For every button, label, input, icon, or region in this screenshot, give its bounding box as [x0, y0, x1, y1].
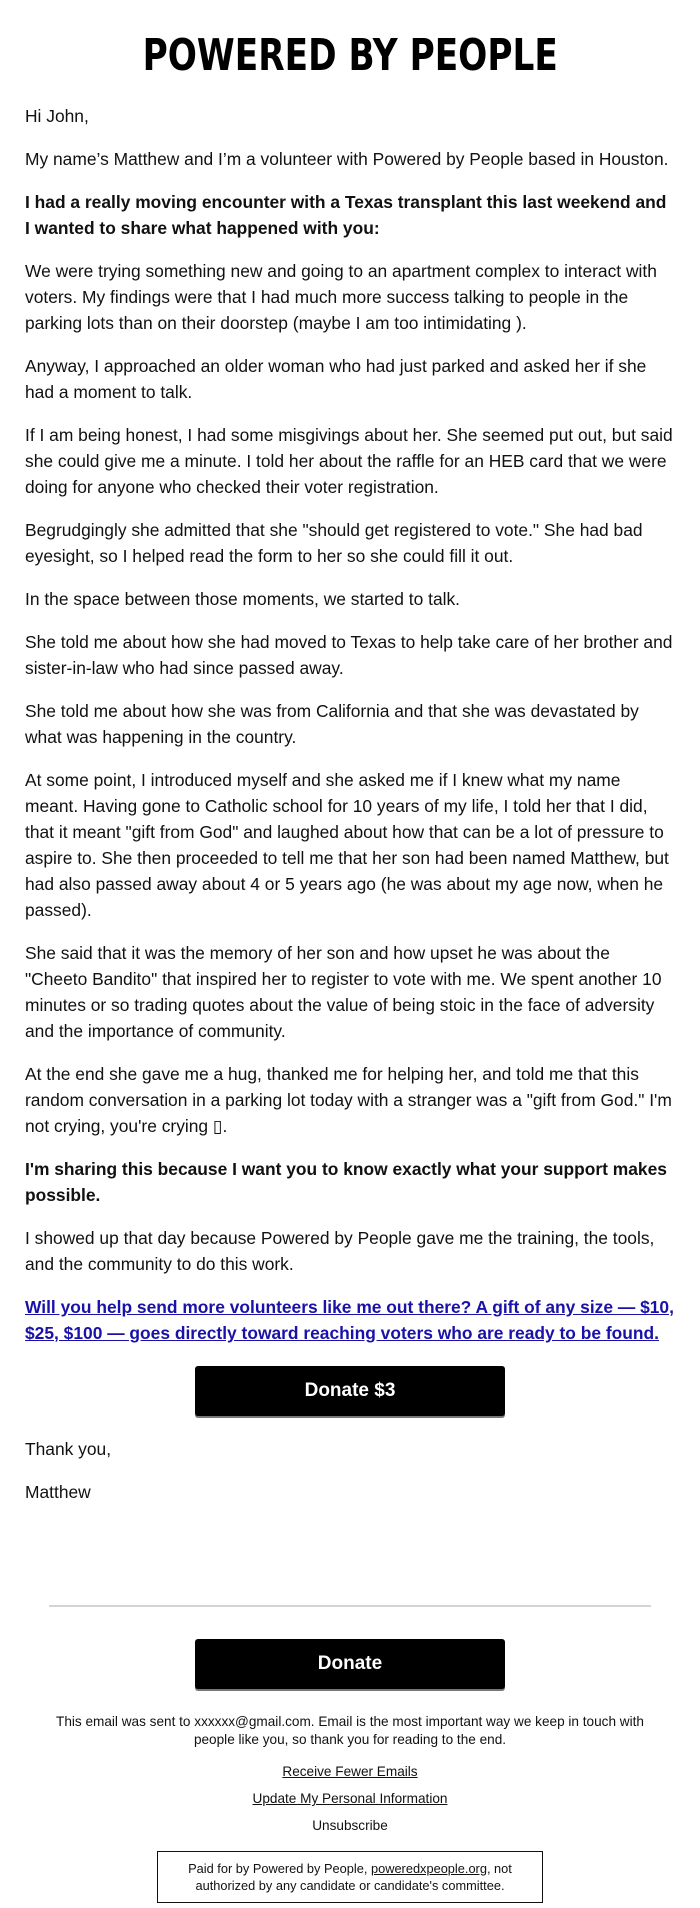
signature: Matthew — [25, 1482, 91, 1502]
story-paragraph: She told me about how she had moved to Texas to help take care of her brother and sister-in-law who had since passed away. — [25, 632, 673, 678]
story-paragraph: If I am being honest, I had some misgivings about her. She seemed put out, but said she could give me a minute. I told her about the raffle for an HEB card that we were doing for anyone who checked their voter registration. — [25, 425, 673, 497]
lead-paragraph: I had a really moving encounter with a Texas transplant this last weekend and I wanted to share what happened with you: — [25, 192, 667, 238]
update-personal-info-link[interactable]: Update My Personal Information — [252, 1791, 448, 1806]
paid-suffix: , not authorized by any candidate or candidate's committee. — [195, 1861, 512, 1893]
story-paragraph: She told me about how she was from California and that she was devastated by what was happening in the country. — [25, 701, 639, 747]
greeting: Hi John, — [25, 106, 89, 126]
logo — [25, 0, 675, 90]
story-paragraph: In the space between those moments, we started to talk. — [25, 589, 461, 609]
unsubscribe-link[interactable]: Unsubscribe — [312, 1818, 388, 1833]
footer — [25, 1605, 675, 1903]
cta-paragraph — [25, 1294, 675, 1346]
story-paragraph: I showed up that day because Powered by People gave me the training, the tools, and the community to do this work. — [25, 1228, 655, 1274]
donate-3-button[interactable]: Donate $3 — [195, 1366, 505, 1416]
story-paragraph: At the end she gave me a hug, thanked me for helping her, and told me that this random conversation in a parking lot today with a stranger was a "gift from God." I'm not crying, you're crying ▯. — [25, 1064, 672, 1136]
story-paragraph: Anyway, I approached an older woman who had just parked and asked her if she had a moment to talk. — [25, 356, 647, 402]
support-paragraph: I'm sharing this because I want you to know exactly what your support makes possible. — [25, 1159, 667, 1205]
story-paragraph: She said that it was the memory of her son and how upset he was about the "Cheeto Bandito" that inspired her to register to vote with me. We spent another 10 minutes or so trading quotes about the value of being stoic in the face of adversity and the importance of community. — [25, 943, 662, 1041]
footer-donate-button[interactable]: Donate — [195, 1639, 505, 1689]
receive-fewer-emails-link[interactable]: Receive Fewer Emails — [282, 1764, 418, 1779]
footer-notice: This email was sent to xxxxxx@gmail.com. Email is the most important way we keep in touch with people like you, so thank you for reading to the end. — [56, 1714, 644, 1747]
donate-ask-link[interactable]: Will you help send more volunteers like me out there? A gift of any size — $10, $25, $100 — goes directly toward reaching voters who are ready to be found. — [25, 1297, 674, 1343]
footer-divider — [49, 1605, 651, 1607]
footer-donate-row — [25, 1639, 675, 1689]
story-paragraph: Begrudgingly she admitted that she "should get registered to vote." She had bad eyesight, so I helped read the form to her so she could fill it out. — [25, 520, 643, 566]
donate-button-row — [25, 1366, 675, 1416]
intro-paragraph: My name’s Matthew and I’m a volunteer with Powered by People based in Houston. — [25, 149, 669, 169]
paid-for-disclaimer — [157, 1851, 543, 1903]
story-paragraph: We were trying something new and going to an apartment complex to interact with voters. My findings were that I had much more success talking to people in the parking lots than on their doorstep (maybe I am too intimidating ). — [25, 261, 657, 333]
paid-prefix: Paid for by Powered by People, — [188, 1861, 371, 1876]
closing: Thank you, — [25, 1439, 112, 1459]
logo-text: POWERED BY PEOPLE — [142, 30, 558, 81]
website-link[interactable]: poweredxpeople.org — [370, 1861, 487, 1876]
story-paragraph: At some point, I introduced myself and she asked me if I knew what my name meant. Having gone to Catholic school for 10 years of my life, I told her that I did, that it meant "gift from God" and laughed about how that can be a lot of pressure to aspire to. She then proceeded to tell me that her son had been named Matthew, but had also passed away about 4 or 5 years ago (he was about my age now, when he passed). — [25, 770, 669, 920]
email-content — [25, 90, 675, 1505]
